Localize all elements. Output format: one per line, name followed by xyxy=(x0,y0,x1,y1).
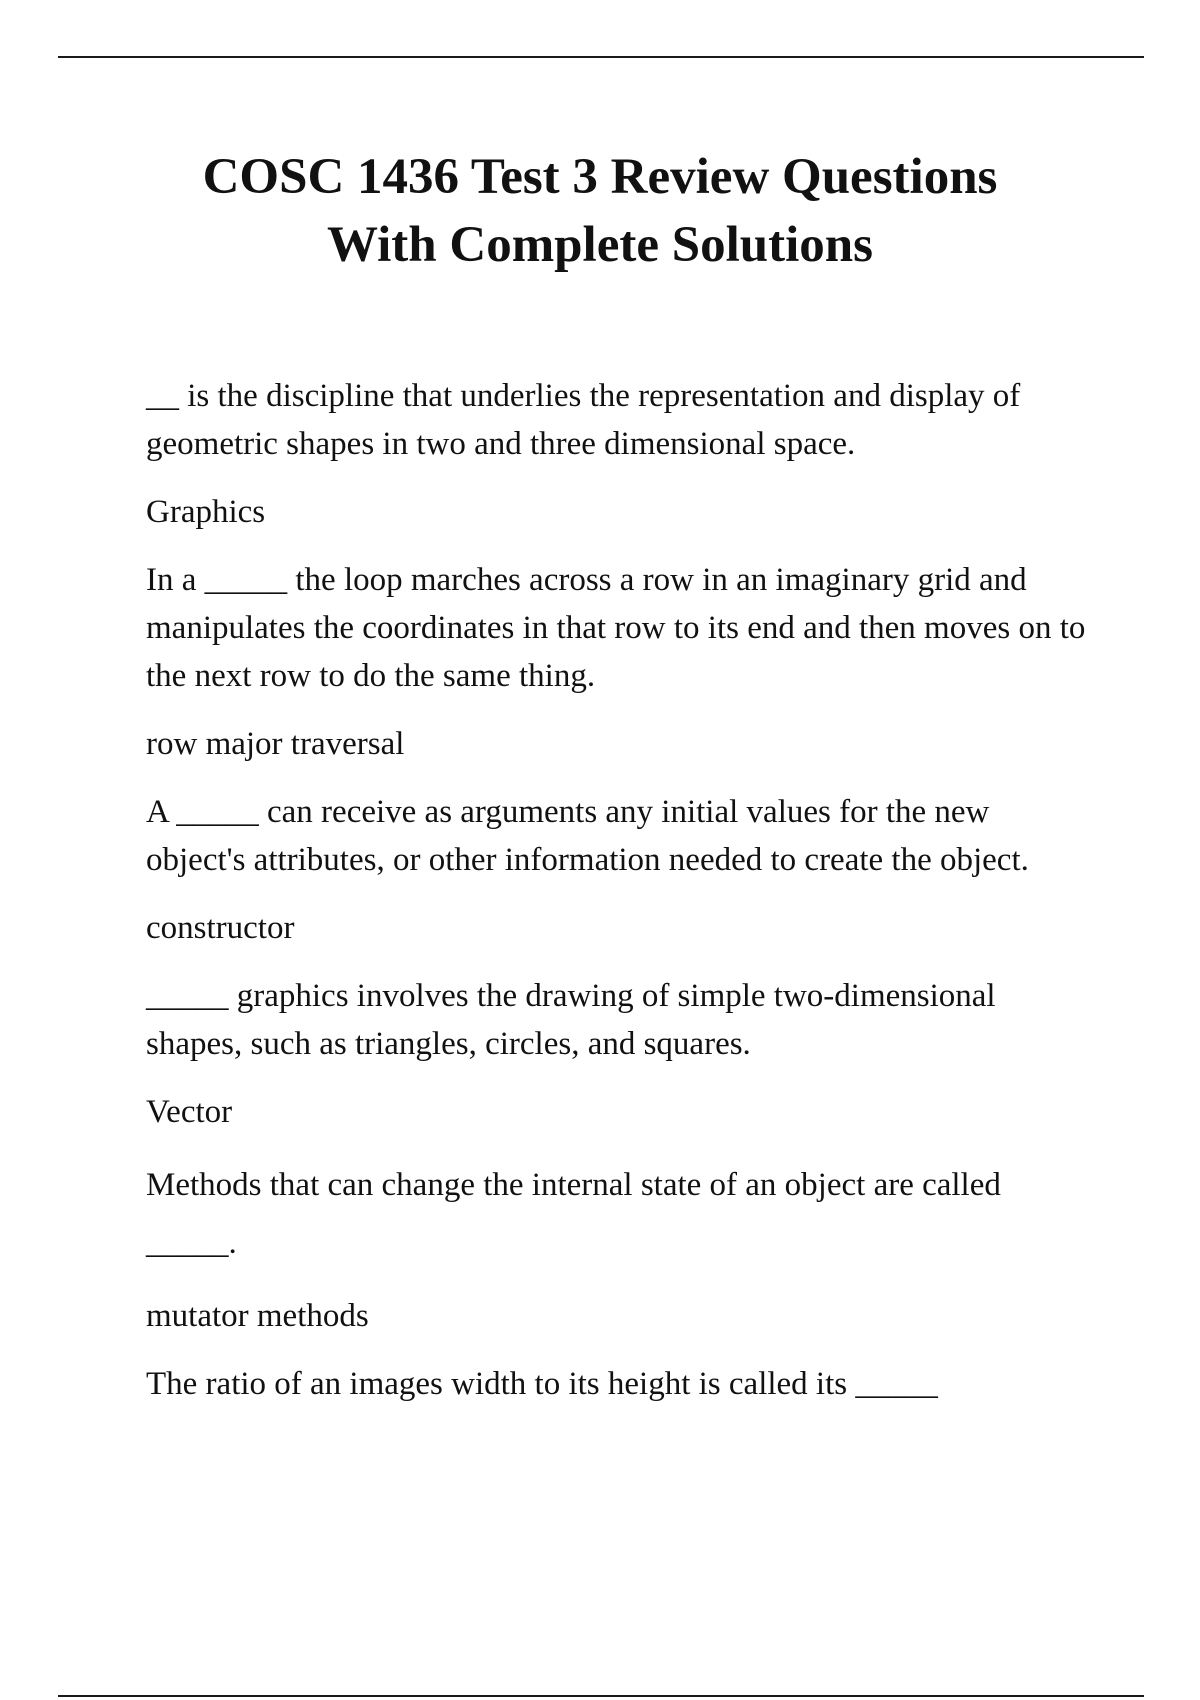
bottom-divider xyxy=(58,1695,1144,1697)
title-line-1: COSC 1436 Test 3 Review Questions xyxy=(202,149,998,205)
question-6: The ratio of an images width to its height is called its _____ xyxy=(146,1366,938,1402)
question-2: In a _____ the loop marches across a row in an imaginary grid and manipulates the coordinates in that row to its end and then moves on to the next row to do the same thing. xyxy=(146,562,1086,694)
answer-4: Vector xyxy=(146,1094,233,1130)
top-divider xyxy=(58,56,1144,58)
question-4: _____ graphics involves the drawing of simple two-dimensional shapes, such as triangles, circles, and squares. xyxy=(146,978,996,1062)
question-3: A _____ can receive as arguments any initial values for the new object's attributes, or other information needed to create the object. xyxy=(146,794,1029,878)
question-5: Methods that can change the internal state of an object are called _____. xyxy=(146,1167,1001,1261)
answer-5: mutator methods xyxy=(146,1298,369,1334)
answer-3: constructor xyxy=(146,910,295,946)
title-line-2: With Complete Solutions xyxy=(327,217,873,273)
question-1: __ is the discipline that underlies the representation and display of geometric shapes in two and three dimensional space. xyxy=(146,378,1021,462)
answer-1: Graphics xyxy=(146,494,266,530)
answer-2: row major traversal xyxy=(146,726,405,762)
question-answer-list xyxy=(146,372,1096,1428)
document-title xyxy=(100,143,1100,279)
